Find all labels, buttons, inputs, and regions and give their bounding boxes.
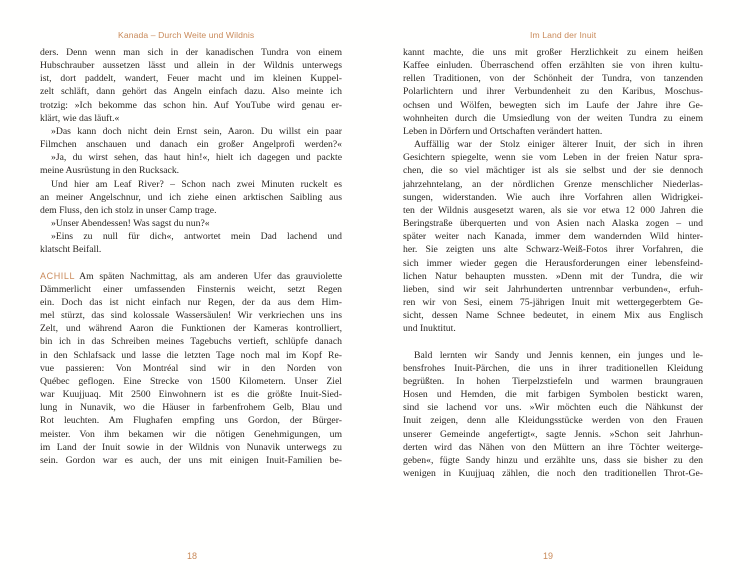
line-text: ein. Doch das ist nicht einfach nur Regen, der da aus dem Him-: [40, 296, 342, 308]
text-line: [40, 454, 342, 467]
text-line: [403, 441, 703, 454]
text-line: [40, 401, 342, 414]
line-text: lung in Nunavik, wo die Häuser in farbenfrohem Gelb, Blau und: [40, 402, 342, 414]
text-line: [403, 257, 703, 270]
running-head-left: Kanada – Durch Weite und Wildnis: [118, 30, 255, 40]
line-text: lichen Natur behaupten mussten. »Denn mit der Tundra, die wir: [403, 270, 703, 282]
line-text: ders. Denn wenn man sich in der kanadischen Tundra von einem: [40, 47, 342, 58]
text-line: [40, 204, 342, 217]
page-number-right: 19: [543, 551, 554, 561]
line-text: Am späten Nachmittag, als am anderen Ufer das grauviolette: [79, 270, 342, 282]
text-line: [403, 349, 703, 362]
line-text: sicht, dessen Name Schnee bedeutet, in einem Mix aus Englisch: [403, 310, 703, 322]
text-line: [40, 191, 342, 204]
line-text: her. Sie zeigten uns alte Schwarz-Weiß-Fotos ihrer Vorfahren, die: [403, 244, 703, 256]
text-line: [403, 388, 703, 401]
line-text: ren wir von Sesi, einem 75-jährigen Inuit mit wettergegerbtem Ge-: [403, 296, 703, 308]
line-text: Gesichtern spiegelte, wenn sie vom Leben in der freien Natur spra-: [403, 152, 703, 164]
line-text: Und hier am Leaf River? – Schon nach zwei Minuten ruckelt es: [51, 178, 342, 190]
text-line: [403, 230, 703, 243]
line-text: dem Fluss, den ich stolz in unser Camp trage.: [40, 204, 217, 216]
text-line: [40, 138, 342, 151]
text-line: [40, 243, 342, 256]
line-text: Inuit zeigen, denn alle Kleidungsstücke werden von den Frauen: [403, 415, 703, 427]
line-text: sich immer wieder gegen die Herausforderungen einer lebensfeind-: [403, 257, 703, 269]
text-line: [403, 99, 703, 112]
line-text: war Kuujjuaq. Mit 2500 Einwohnern ist es die größte Inuit-Sied-: [40, 389, 342, 401]
line-text: klärt, wie das läuft.«: [40, 112, 120, 124]
line-text: Hubschrauber aussetzen lässt und allein in der Wildnis unterwegs: [40, 60, 342, 72]
line-text: Dämmerlicht einer umfassenden Finsternis weicht, setzt Regen: [40, 283, 342, 295]
body-text-right: [403, 46, 703, 480]
text-line: [403, 401, 703, 414]
text-line: [40, 270, 342, 283]
text-line: [403, 138, 703, 151]
line-text: meine Ausrüstung in den Rucksack.: [40, 165, 180, 177]
text-line: [40, 388, 342, 401]
line-text: Hosen und Hemden, die mit farbigen Symbolen bestickt waren,: [403, 389, 703, 401]
line-text: unserer Gemeinde angefertigt«, sagte Jennis. »Schon seit Jahrhun-: [403, 428, 703, 440]
text-line: [40, 414, 342, 427]
line-text: sein. Gordon war es auch, der uns mit einigen Inuit-Familien be-: [40, 454, 342, 466]
text-line: [40, 178, 342, 191]
line-text: Filmchen anschauen und danach ein großer Angelprofi werden?«: [40, 139, 342, 151]
text-line: [403, 217, 703, 230]
line-text: sungen, widerstanden. Wie auch ihre Vorfahren allen Widrigkei-: [403, 191, 703, 203]
line-text: Québec geflogen. Eine Strecke von 1500 Kilometern. Unser Ziel: [40, 375, 342, 387]
text-line: [403, 204, 703, 217]
line-text: Zelt, und während Aaron die Funktionen der Kameras kontrolliert,: [40, 323, 342, 335]
text-line: [40, 217, 342, 230]
text-line: [403, 46, 703, 59]
text-line: [40, 349, 342, 362]
text-line: [40, 151, 342, 164]
text-line: [40, 428, 342, 441]
line-text: derten wird das Nähen von den Müttern an ihre Töchter weiterge-: [403, 441, 703, 453]
line-text: Beringstraße überquerten und von Asien nach Alaska zogen – und: [403, 218, 703, 230]
text-line: [40, 322, 342, 335]
text-line: [403, 243, 703, 256]
text-line: [40, 72, 342, 85]
text-line: [403, 428, 703, 441]
text-line: [403, 309, 703, 322]
text-line: [40, 99, 342, 112]
line-text: bensfrohes Inuit-Pärchen, die uns in ihrer traditionellen Kleidung: [403, 362, 703, 374]
line-text: im Land der Inuit sowie in der Wildnis von Nunavik unterwegs zu: [40, 441, 342, 453]
text-line: [403, 375, 703, 388]
text-line: [40, 375, 342, 388]
running-head-right: Im Land der Inuit: [530, 30, 597, 40]
text-line: [403, 283, 703, 296]
line-text: klatscht Beifall.: [40, 244, 102, 256]
text-line: [40, 283, 342, 296]
text-line: [40, 85, 342, 98]
line-text: bin ich in das Schreiben meines Tagebuchs vertieft, schlüpfe danach: [40, 336, 342, 348]
text-line: [40, 59, 342, 72]
text-line: [40, 164, 342, 177]
paragraph-gap: [403, 335, 703, 348]
line-text: geben«, fügte Sandy hinzu und erzählte uns, dass sie bisher zu den: [403, 454, 703, 466]
line-text: rellen Traditionen, von der Schönheit der Tundra, von tanzenden: [403, 73, 703, 85]
line-text: Kaffee einluden. Überraschend offen erzählten sie von ihren kultu-: [403, 60, 703, 72]
text-line: [40, 441, 342, 454]
speaker-label: ACHILL: [40, 270, 76, 281]
line-text: später weiter nach Kanada, immer dem wandernden Wild hinter-: [403, 231, 703, 243]
text-line: [40, 362, 342, 375]
line-text: lieben, sind wir seit Jahrhunderten untrennbar verbunden«, erfuh-: [403, 283, 703, 295]
text-line: [40, 46, 342, 59]
text-line: [403, 178, 703, 191]
text-line: [403, 72, 703, 85]
line-text: meister. Von ihm bekamen wir die nötigen Genehmigungen, um: [40, 428, 342, 440]
line-text: vue passieren: Von Montréal sind wir in den Norden von: [40, 362, 342, 374]
text-line: [403, 164, 703, 177]
text-line: [403, 414, 703, 427]
text-line: [403, 467, 703, 480]
line-text: ochsen und Wölfen, bewegten sich im Laufe der Jahre ihre Ge-: [403, 99, 703, 111]
page-number-left: 18: [187, 551, 198, 561]
line-text: Leben in Dörfern und Ortschaften verändert hatten.: [403, 125, 603, 137]
text-line: [40, 230, 342, 243]
text-line: [40, 112, 342, 125]
text-line: [403, 125, 703, 138]
line-text: »Eins zu null für dich«, antwortet mein Dad lachend und: [51, 231, 342, 243]
line-text: »Das kann doch nicht dein Ernst sein, Aaron. Du willst ein paar: [51, 125, 342, 137]
text-line: [403, 296, 703, 309]
line-text: wenigen in Kuujjuaq zählen, die noch den traditionellen Throt-Ge-: [403, 467, 703, 479]
text-line: [403, 322, 703, 335]
line-text: ten der Wildnis ausgesetzt waren, als sie vor etwa 12 000 Jahren die: [403, 204, 703, 216]
text-line: [40, 335, 342, 348]
line-text: »Ja, du wirst sehen, das haut hin!«, hielt ich dagegen und packte: [51, 152, 342, 164]
right-page: [375, 0, 750, 579]
text-line: [403, 151, 703, 164]
line-text: Polarlichtern und ihrer Verbundenheit zu den Karibus, Moschus-: [403, 86, 703, 98]
line-text: wohnheiten durch die Umsiedlung von der weiten Tundra zu einem: [403, 112, 703, 124]
text-line: [40, 125, 342, 138]
line-text: Auffällig war der Stolz einiger älterer Inuit, der sich in ihren: [414, 139, 703, 151]
line-text: sind sie lachend vor uns. »Wir möchten euch die Nähkunst der: [403, 402, 703, 414]
text-line: [403, 270, 703, 283]
line-text: trotzig: »Ich bekomme das schon hin. Auf YouTube wird genau er-: [40, 99, 342, 111]
line-text: Bald lernten wir Sandy und Jennis kennen, ein junges und le-: [414, 349, 703, 361]
text-line: [40, 296, 342, 309]
text-line: [403, 59, 703, 72]
line-text: mel stürzt, das sind kolossale Wassersäulen! Wir verkriechen uns ins: [40, 310, 342, 322]
line-text: in den Schlafsack und lasse die letzten Tage noch mal im Kopf Re-: [40, 349, 342, 361]
paragraph-gap: [40, 257, 342, 270]
line-text: »Unser Abendessen! Was sagst du nun?«: [51, 218, 210, 230]
text-line: [403, 112, 703, 125]
body-text-left: [40, 46, 342, 467]
line-text: und Inuktitut.: [403, 323, 456, 335]
text-line: [403, 362, 703, 375]
line-text: zelt schläft, dann gehört das Angeln einfach dazu. Also meinte ich: [40, 86, 342, 98]
line-text: begrüßten. In hohen Tierpelzstiefeln und warmen braungrauen: [403, 375, 703, 387]
line-text: Rot leuchten. Am Flughafen empfing uns Gordon, der Bürger-: [40, 415, 342, 427]
line-text: an meiner Angelschnur, und ich ziehe einen arktischen Saibling aus: [40, 191, 342, 203]
text-line: [403, 85, 703, 98]
text-line: [403, 191, 703, 204]
line-text: chen, die so viel mächtiger ist als sie selbst und der sie dennoch: [403, 165, 703, 177]
line-text: kannt machte, die uns mit großer Herzlichkeit zu einem heißen: [403, 47, 703, 58]
line-text: ist, dort paddelt, wandert, Feuer macht und im kleinen Kuppel-: [40, 73, 342, 85]
line-text: jahrzehntelang, an der nördlichen Grenze menschlicher Niederlas-: [403, 178, 703, 190]
text-line: [403, 454, 703, 467]
text-line: [40, 309, 342, 322]
